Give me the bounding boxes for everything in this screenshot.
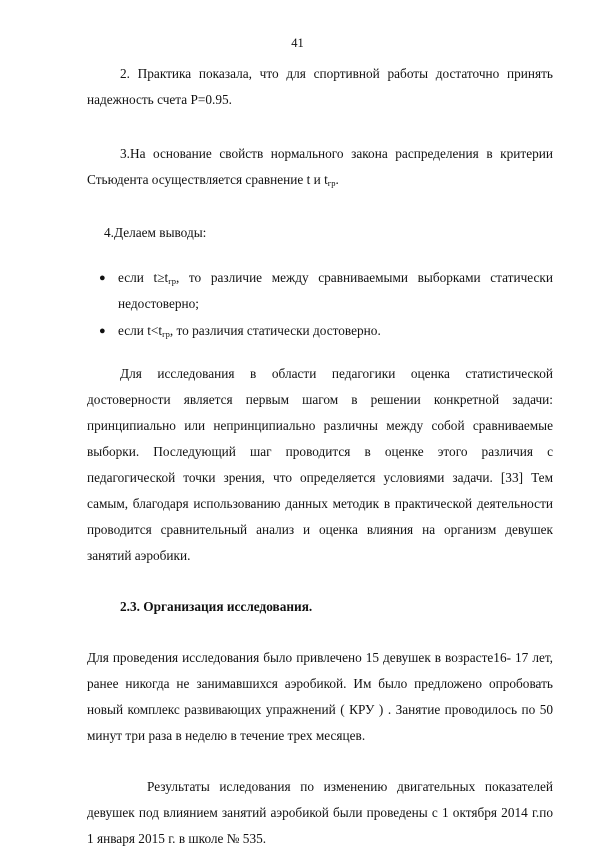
bullet-icon: ● [99, 325, 106, 337]
bullet-icon: ● [99, 272, 106, 284]
list-item [87, 318, 553, 344]
list-item [87, 265, 553, 317]
paragraph-reliability: 2. Практика показала, что для спортивной работы достаточно принять надежность счета P=0.95. [87, 66, 553, 107]
paragraph-conclusions-heading: 4.Делаем выводы: [104, 225, 207, 240]
paragraph-organization: Для проведения исследования было привлечено 15 девушек в возрасте16- 17 лет, ранее никогда не занимавшихся аэробикой. Им было предложено опробовать новый комплекс развивающих упражнений ( КРУ ) . Занятие проводилось по 50 минут три раза в неделю в течение трех месяцев. [87, 650, 553, 743]
conclusions-list [87, 265, 553, 344]
paragraph-student-text: 3.На основание свойств нормального закона распределения в критерии Стьюдента осуществляется сравнение t и t [87, 146, 553, 187]
subscript-gr: гр [327, 178, 336, 188]
list-item-prefix: если t<t [118, 323, 163, 338]
document-body [87, 61, 553, 852]
subscript-gr: гр [168, 276, 176, 286]
list-item-prefix: если t≥t [118, 270, 169, 285]
paragraph-pedagogy: Для исследования в области педагогики оценка статистической достоверности является первым шагом в решении конкретной задачи: принципиально или непринципиально различны между собой сравниваемые выборки. Последующий шаг проводится в оценке этого различия с педагогической точки зрения, что определяется условиями задачи. [33] Тем самым, благодаря использованию данных методик в практической деятельности проводится сравнительный анализ и оценка влияния на организм девушек занятий аэробики. [87, 366, 553, 563]
page-number: 41 [291, 36, 304, 50]
paragraph-student-end: . [335, 172, 339, 187]
paragraph-results: Результаты иследования по изменению двигательных показателей девушек под влиянием занятий аэробикой были проведены с 1 октября 2014 г.по 1 января 2015 г. в школе № 535. [87, 779, 553, 846]
paragraph-student-criterion [87, 141, 553, 193]
list-item-suffix: , то различия статически достоверно. [169, 323, 381, 338]
section-heading: 2.3. Организация исследования. [120, 599, 313, 614]
list-item-suffix: , то различие между сравниваемыми выборками статически недостоверно; [118, 270, 553, 311]
subscript-gr: гр [162, 329, 170, 339]
